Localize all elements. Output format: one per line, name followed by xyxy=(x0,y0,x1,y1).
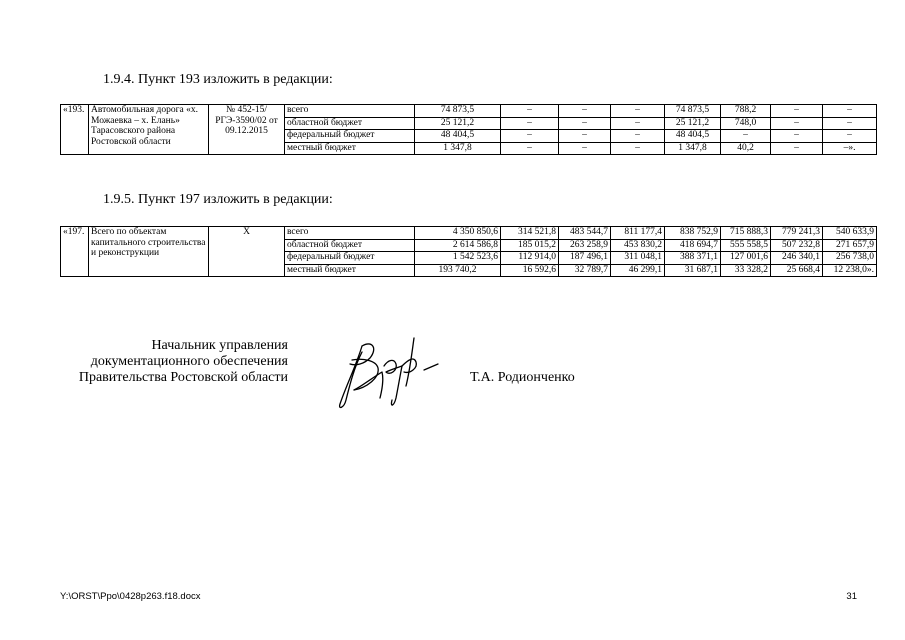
funding-source-cell: местный бюджет xyxy=(285,142,415,155)
value-cell: – xyxy=(771,130,823,143)
value-cell: – xyxy=(823,105,877,118)
value-cell: – xyxy=(611,117,665,130)
funding-source-cell: областной бюджет xyxy=(285,239,415,252)
table-item-197 xyxy=(60,226,877,277)
value-cell: 4 350 850,6 xyxy=(415,227,501,240)
funding-source-cell: федеральный бюджет xyxy=(285,130,415,143)
funding-source-cell: местный бюджет xyxy=(285,264,415,277)
value-cell: 311 048,1 xyxy=(611,252,665,265)
value-cell: 25 121,2 xyxy=(665,117,721,130)
value-cell: 193 740,2 xyxy=(415,264,501,277)
signatory-position xyxy=(60,338,288,386)
table-row xyxy=(61,227,877,240)
value-cell: 838 752,9 xyxy=(665,227,721,240)
value-cell: 48 404,5 xyxy=(415,130,501,143)
value-cell: – xyxy=(611,142,665,155)
value-cell: 1 347,8 xyxy=(415,142,501,155)
value-cell: 388 371,1 xyxy=(665,252,721,265)
value-cell: 127 001,6 xyxy=(721,252,771,265)
value-cell: – xyxy=(611,105,665,118)
value-cell: – xyxy=(771,142,823,155)
position-line: документационного обеспечения xyxy=(90,354,288,369)
value-cell: – xyxy=(501,130,559,143)
value-cell: 33 328,2 xyxy=(721,264,771,277)
signatory-name: Т.А. Родионченко xyxy=(470,370,575,385)
value-cell: – xyxy=(823,117,877,130)
value-cell: 507 232,8 xyxy=(771,239,823,252)
value-cell: 540 633,9 xyxy=(823,227,877,240)
value-cell: –». xyxy=(823,142,877,155)
table-row xyxy=(61,105,877,118)
value-cell: – xyxy=(559,142,611,155)
value-cell: 16 592,6 xyxy=(501,264,559,277)
page-number: 31 xyxy=(846,591,857,602)
funding-source-cell: федеральный бюджет xyxy=(285,252,415,265)
value-cell: – xyxy=(559,117,611,130)
value-cell: – xyxy=(611,130,665,143)
item-number-cell: «193. xyxy=(61,105,89,155)
item-number-cell: «197. xyxy=(61,227,89,277)
table-body xyxy=(61,227,877,277)
table-body xyxy=(61,105,877,155)
value-cell: – xyxy=(501,142,559,155)
value-cell: 185 015,2 xyxy=(501,239,559,252)
value-cell: 256 738,0 xyxy=(823,252,877,265)
position-line: Начальник управления xyxy=(151,338,288,353)
value-cell: 779 241,3 xyxy=(771,227,823,240)
handwritten-signature xyxy=(332,326,448,414)
value-cell: 555 558,5 xyxy=(721,239,771,252)
value-cell: 1 542 523,6 xyxy=(415,252,501,265)
section-heading-197: 1.9.5. Пункт 197 изложить в редакции: xyxy=(103,192,333,207)
value-cell: – xyxy=(771,117,823,130)
value-cell: 314 521,8 xyxy=(501,227,559,240)
value-cell: 271 657,9 xyxy=(823,239,877,252)
value-cell: 788,2 xyxy=(721,105,771,118)
value-cell: 263 258,9 xyxy=(559,239,611,252)
position-line: Правительства Ростовской области xyxy=(78,370,288,385)
section-heading-193: 1.9.4. Пункт 193 изложить в редакции: xyxy=(103,72,333,87)
value-cell: 40,2 xyxy=(721,142,771,155)
value-cell: – xyxy=(559,105,611,118)
value-cell: 25 121,2 xyxy=(415,117,501,130)
value-cell: – xyxy=(559,130,611,143)
value-cell: 453 830,2 xyxy=(611,239,665,252)
value-cell: 715 888,3 xyxy=(721,227,771,240)
value-cell: 187 496,1 xyxy=(559,252,611,265)
object-name-cell: Автомобильная дорога «х. Можаевка – х. Елань» Тарасовского района Ростовской области xyxy=(89,105,209,155)
value-cell: 483 544,7 xyxy=(559,227,611,240)
value-cell: 2 614 586,8 xyxy=(415,239,501,252)
document-cell: Х xyxy=(209,227,285,277)
value-cell: 74 873,5 xyxy=(415,105,501,118)
table-item-193 xyxy=(60,104,877,155)
value-cell: – xyxy=(721,130,771,143)
value-cell: 1 347,8 xyxy=(665,142,721,155)
value-cell: 12 238,0». xyxy=(823,264,877,277)
value-cell: – xyxy=(771,105,823,118)
value-cell: 32 789,7 xyxy=(559,264,611,277)
document-cell: № 452-15/РГЭ-3590/02 от 09.12.2015 xyxy=(209,105,285,155)
object-name-cell: Всего по объектам капитального строительства и реконструкции xyxy=(89,227,209,277)
funding-source-cell: всего xyxy=(285,227,415,240)
value-cell: 811 177,4 xyxy=(611,227,665,240)
value-cell: 112 914,0 xyxy=(501,252,559,265)
value-cell: – xyxy=(823,130,877,143)
value-cell: 31 687,1 xyxy=(665,264,721,277)
value-cell: 46 299,1 xyxy=(611,264,665,277)
value-cell: 74 873,5 xyxy=(665,105,721,118)
footer-file-path: Y:\ORST\Ppo\0428p263.f18.docx xyxy=(60,591,201,602)
value-cell: 48 404,5 xyxy=(665,130,721,143)
value-cell: 748,0 xyxy=(721,117,771,130)
funding-source-cell: областной бюджет xyxy=(285,117,415,130)
value-cell: 25 668,4 xyxy=(771,264,823,277)
funding-source-cell: всего xyxy=(285,105,415,118)
value-cell: 418 694,7 xyxy=(665,239,721,252)
value-cell: – xyxy=(501,105,559,118)
value-cell: 246 340,1 xyxy=(771,252,823,265)
value-cell: – xyxy=(501,117,559,130)
